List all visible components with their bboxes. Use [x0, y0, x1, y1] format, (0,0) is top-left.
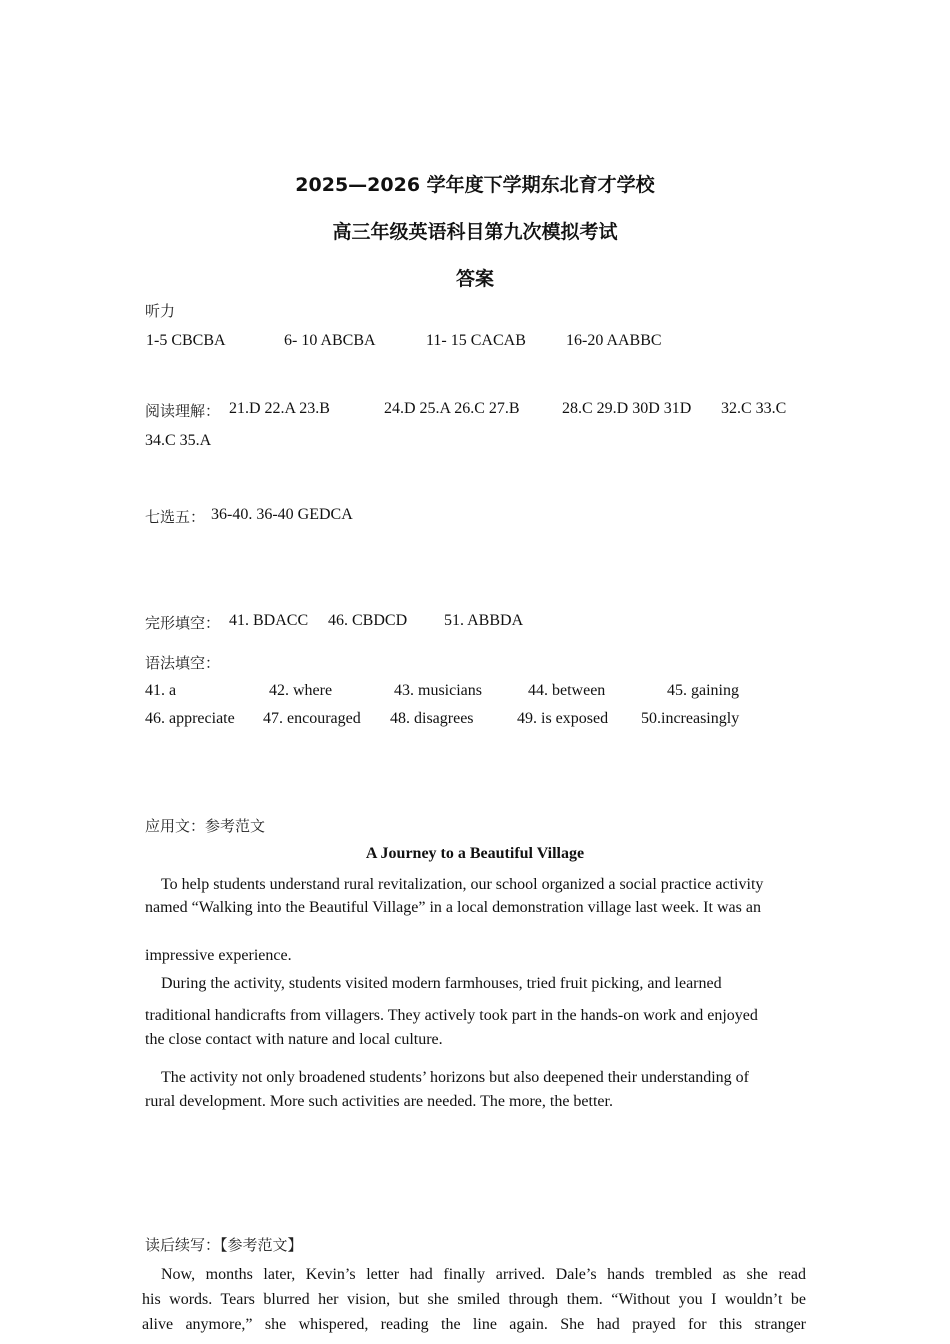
reading-line-2: 34.C 35.A — [145, 432, 212, 449]
essay-title: A Journey to a Beautiful Village — [365, 845, 585, 862]
continuation-label: 读后续写：【参考范文】 — [145, 1236, 303, 1254]
grammar-answer: 47. encouraged — [263, 710, 361, 727]
essay-line: The activity not only broadened students’ horizons but also deepened their understanding of — [161, 1069, 749, 1086]
cloze-label: 完形填空： — [145, 614, 221, 632]
grammar-answer: 50.increasingly — [641, 710, 740, 727]
essay-line: traditional handicrafts from villagers. They actively took part in the hands-on work and enjoyed — [145, 1007, 758, 1024]
grammar-answer: 48. disagrees — [390, 710, 474, 727]
cloze-group-1: 41. BDACC — [229, 612, 309, 629]
listening-group-2: 6- 10 ABCBA — [284, 332, 376, 349]
answer-heading: 答案 — [455, 268, 494, 290]
continuation-line: alive anymore,” she whispered, reading the line again. She had prayed for this stranger — [142, 1316, 806, 1333]
reading-group-3: 28.C 29.D 30D 31D — [562, 400, 692, 417]
listening-group-4: 16-20 AABBC — [566, 332, 662, 349]
grammar-answer: 45. gaining — [667, 682, 739, 699]
grammar-answer: 43. musicians — [394, 682, 482, 699]
exam-title-line1: 2025—2026 学年度下学期东北育才学校 — [295, 174, 655, 196]
continuation-line: his words. Tears blurred her vision, but she smiled through them. “Without you I wouldn’t be — [142, 1291, 806, 1308]
reading-group-1: 21.D 22.A 23.B — [229, 400, 330, 417]
seven-five-label: 七选五： — [145, 508, 206, 526]
grammar-label: 语法填空： — [145, 654, 221, 672]
essay-line: impressive experience. — [145, 947, 292, 964]
grammar-answer: 46. appreciate — [145, 710, 235, 727]
continuation-line: Now, months later, Kevin’s letter had finally arrived. Dale’s hands trembled as she read — [161, 1266, 806, 1283]
grammar-answer: 49. is exposed — [517, 710, 609, 727]
reading-group-2: 24.D 25.A 26.C 27.B — [384, 400, 520, 417]
cloze-group-3: 51. ABBDA — [444, 612, 524, 629]
grammar-answer: 44. between — [528, 682, 606, 699]
essay-line: To help students understand rural revitalization, our school organized a social practice activity — [161, 876, 764, 893]
exam-title-line2: 高三年级英语科目第九次模拟考试 — [332, 221, 618, 243]
essay-line: rural development. More such activities are needed. The more, the better. — [145, 1093, 613, 1110]
essay-line: During the activity, students visited modern farmhouses, tried fruit picking, and learned — [161, 975, 722, 992]
reading-label: 阅读理解： — [145, 402, 221, 420]
essay-line: named “Walking into the Beautiful Village” in a local demonstration village last week. It was an — [145, 899, 761, 916]
listening-group-1: 1-5 CBCBA — [146, 332, 226, 349]
grammar-answer: 41. a — [145, 682, 177, 699]
seven-five-answers: 36-40. 36-40 GEDCA — [211, 506, 353, 523]
essay-line: the close contact with nature and local culture. — [145, 1031, 443, 1048]
cloze-group-2: 46. CBDCD — [328, 612, 408, 629]
grammar-answer: 42. where — [269, 682, 333, 699]
listening-group-3: 11- 15 CACAB — [426, 332, 526, 349]
practical-writing-label: 应用文：参考范文 — [145, 817, 266, 835]
listening-label: 听力 — [145, 302, 176, 320]
reading-group-4: 32.C 33.C — [721, 400, 787, 417]
